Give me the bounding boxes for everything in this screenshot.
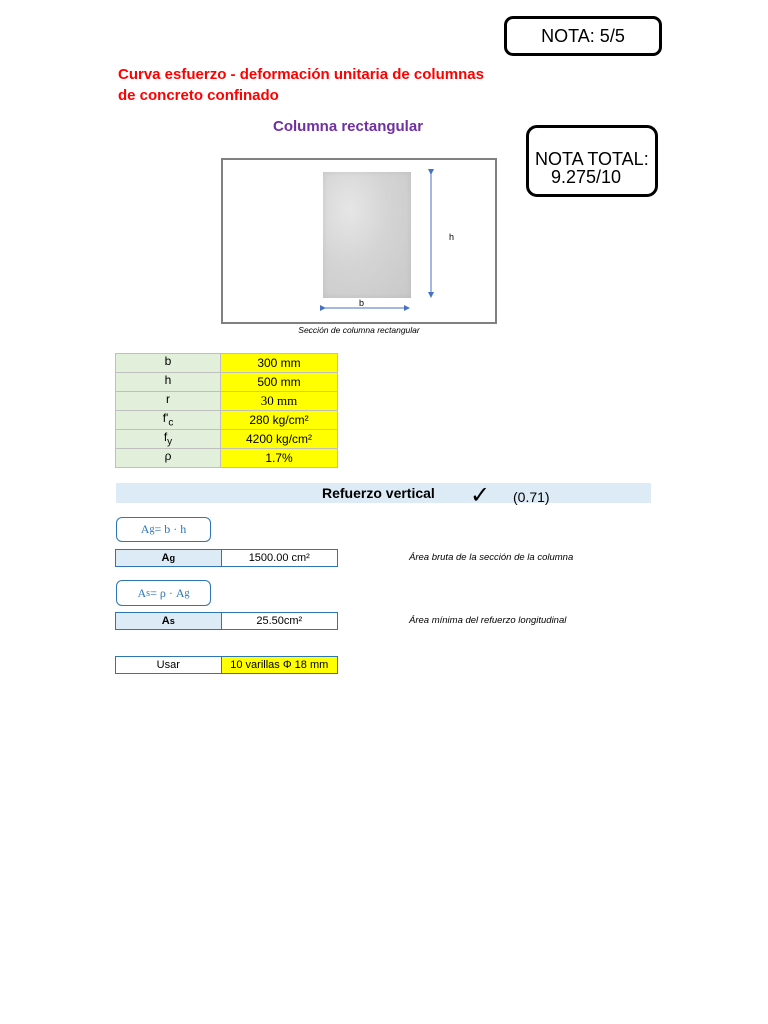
nota-text: NOTA: 5/5 bbox=[541, 25, 625, 46]
parameters-table bbox=[115, 353, 338, 468]
param-value: 500 mm bbox=[221, 373, 338, 392]
ag-value: 1500.00 cm² bbox=[248, 552, 310, 564]
ag-row bbox=[115, 549, 338, 567]
usar-value: 10 varillas Φ 18 mm bbox=[222, 657, 337, 673]
param-row-b bbox=[116, 354, 338, 373]
param-key: $f_y$ bbox=[116, 430, 221, 449]
param-key: ρ bbox=[116, 449, 221, 468]
param-value: 280 kg/cm² bbox=[221, 411, 338, 430]
section-title: Refuerzo vertical bbox=[322, 485, 435, 501]
param-key: $f'_c$ bbox=[116, 411, 221, 430]
nota-total-label: NOTA TOTAL: bbox=[535, 149, 649, 169]
section-score: (0.71) bbox=[513, 489, 550, 505]
nota-total-value: 9.275/10 bbox=[551, 167, 622, 187]
param-row-rho bbox=[116, 449, 338, 468]
param-key: b bbox=[116, 354, 221, 373]
as-note: Área mínima del refuerzo longitudinal bbox=[409, 615, 567, 626]
nota-total-badge bbox=[526, 125, 658, 197]
check-mark-icon: ✓ bbox=[470, 481, 491, 509]
param-row-h bbox=[116, 373, 338, 392]
usar-row bbox=[115, 656, 338, 674]
as-row bbox=[115, 612, 338, 630]
param-value: 300 mm bbox=[221, 354, 338, 373]
param-value: 30 mm bbox=[221, 392, 338, 411]
as-key: A s bbox=[116, 613, 222, 629]
formula-as: A s = ρ · A g bbox=[116, 580, 211, 606]
h-label: h bbox=[449, 232, 455, 242]
param-key: h bbox=[116, 373, 221, 392]
formula-ag: A g = b · h bbox=[116, 517, 211, 542]
param-value: 4200 kg/cm² bbox=[221, 430, 338, 449]
param-row-fc bbox=[116, 411, 338, 430]
section-subtitle: Columna rectangular bbox=[273, 118, 424, 135]
param-value: 1.7% bbox=[221, 449, 338, 468]
ag-key: A g bbox=[116, 550, 222, 566]
nota-badge bbox=[504, 16, 662, 56]
param-key: r bbox=[116, 392, 221, 411]
as-value: 25.50cm² bbox=[256, 615, 303, 627]
figure-caption: Sección de columna rectangular bbox=[298, 325, 420, 335]
usar-key: Usar bbox=[116, 657, 222, 673]
page-title: Curva esfuerzo - deformación unitaria de columnas de concreto confinado bbox=[118, 66, 484, 104]
param-row-fy bbox=[116, 430, 338, 449]
column-figure bbox=[221, 158, 497, 324]
ag-note: Área bruta de la sección de la columna bbox=[409, 552, 574, 563]
param-row-r bbox=[116, 392, 338, 411]
b-label: b bbox=[359, 298, 365, 308]
